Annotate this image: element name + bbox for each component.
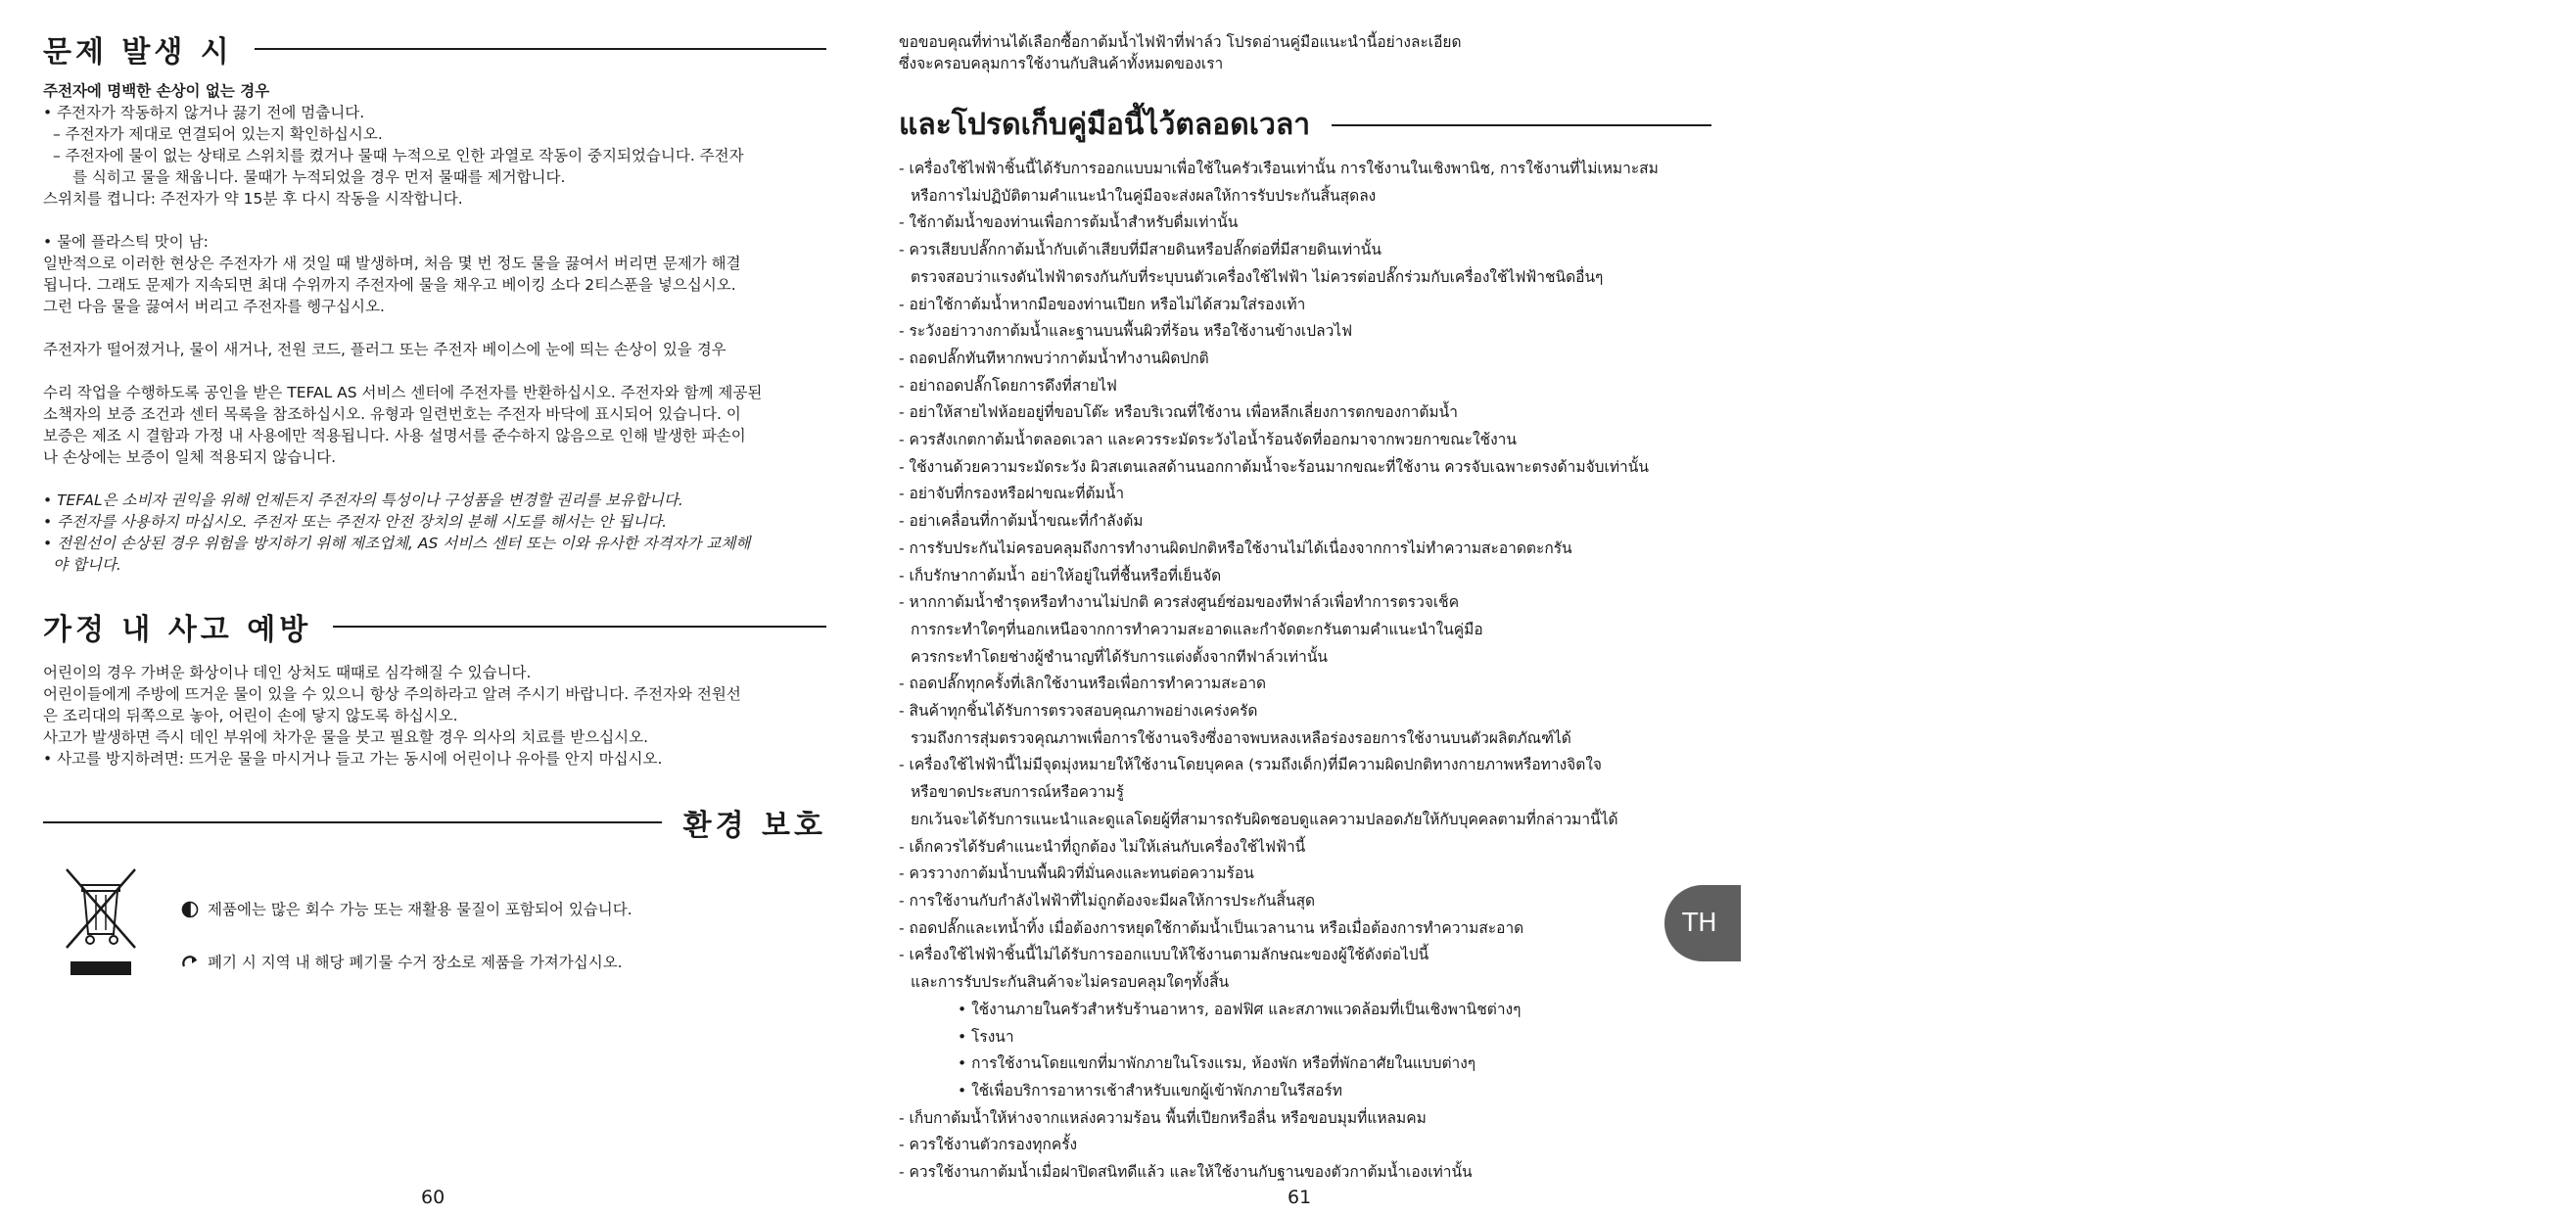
text-line: • 주전자를 사용하지 마십시오. 주전자 또는 주전자 안전 장치의 분해 시도를 해서는 안 됩니다. — [43, 513, 668, 531]
text-line: • 주전자가 작동하지 않거나 끓기 전에 멈춥니다. — [43, 104, 365, 121]
text-line: 야 합니다. — [53, 556, 121, 574]
text-line: ควรกระทำโดยช่างผู้ชำนาญที่ได้รับการแต่งตั้งจากทีฟาล์วเท่านั้น — [911, 647, 1329, 666]
text-line: ขอขอบคุณที่ท่านได้เลือกซื้อกาต้มน้ำไฟฟ้าที่ฟาล์ว โปรดอ่านคู่มือแนะนำนี้อย่างละเอียด — [899, 33, 1462, 51]
text-line: - อย่าถอดปลั๊กโดยการดึงที่สายไฟ — [899, 376, 1117, 395]
text-line: 사고가 발생하면 즉시 데인 부위에 차가운 물을 붓고 필요할 경우 의사의 치료를 받으십시오. — [43, 728, 649, 746]
text-line: - ควรใช้งานตัวกรองทุกครั้ง — [899, 1136, 1078, 1154]
subtitle-no-damage: 주전자에 명백한 손상이 없는 경우 — [43, 82, 270, 100]
text-line: 수리 작업을 수행하도록 공인을 받은 TEFAL AS 서비스 센터에 주전자를 반환하십시오. 주전자와 함께 제공된 — [43, 384, 763, 401]
text-line: หรือการไม่ปฏิบัติตามคำแนะนำในคู่มือจะส่งผลให้การรับประกันสิ้นสุดลง — [911, 186, 1377, 205]
text-line: - ระวังอย่าวางกาต้มน้ำและฐานบนพื้นผิวที่ร้อน หรือใช้งานข้างเปลวไฟ — [899, 322, 1353, 341]
header-rule — [255, 48, 826, 50]
text-line: - หากกาต้มน้ำชำรุดหรือทำงานไม่ปกติ ควรส่งศูนย์ซ่อมของทีฟาล์วเพื่อทำการตรวจเช็ค — [899, 593, 1460, 612]
text-line: 어린이들에게 주방에 뜨거운 물이 있을 수 있으니 항상 주의하라고 알려 주시기 바랍니다. 주전자와 전원선 — [43, 685, 741, 703]
text-line: 보증은 제조 시 결함과 가정 내 사용에만 적용됩니다. 사용 설명서를 준수하지 않음으로 인해 발생한 파손이 — [43, 427, 746, 444]
accident-list — [43, 662, 826, 770]
text-line: 은 조리대의 뒤쪽으로 놓아, 어린이 손에 닿지 않도록 하십시오. — [43, 707, 458, 724]
text-line: 를 식히고 물을 채웁니다. 물때가 누적되었을 경우 먼저 물때를 제거합니다. — [72, 168, 566, 186]
text-line: 소책자의 보증 조건과 센터 목록을 참조하십시오. 유형과 일련번호는 주전자 바닥에 표시되어 있습니다. 이 — [43, 405, 741, 423]
subtitle-damage: 주전자가 떨어졌거나, 물이 새거나, 전원 코드, 플러그 또는 주전자 베이스에 눈에 띄는 손상이 있을 경우 — [43, 341, 726, 358]
page-number-left: 60 — [421, 1187, 445, 1208]
header-rule — [1332, 124, 1711, 126]
text-line: • TEFAL은 소비자 권익을 위해 언제든지 주전자의 특성이나 구성품을 변경할 권리를 보유합니다. — [43, 491, 683, 509]
text-line: • 전원선이 손상된 경우 위험을 방지하기 위해 제조업체, AS 서비스 센터 또는 이와 유사한 자격자가 교체해 — [43, 535, 751, 552]
text-line: • 물에 플라스틱 맛이 남: — [43, 233, 209, 251]
text-line: - สินค้าทุกชิ้นได้รับการตรวจสอบคุณภาพอย่างเคร่งครัด — [899, 702, 1258, 721]
section-header-environment — [43, 801, 826, 844]
section-title: 가정 내 사고 예방 — [43, 613, 312, 647]
text-line: - ถอดปลั๊กและเทน้ำทิ้ง เมื่อต้องการหยุดใช้กาต้มน้ำเป็นเวลานาน หรือเมื่อต้องการทำความสะอาด — [899, 918, 1524, 937]
recycle-line — [180, 899, 632, 920]
section-title: และโปรดเก็บคู่มือนี้ไว้ตลอดเวลา — [899, 108, 1311, 142]
text-line: - ควรวางกาต้มน้ำบนพื้นผิวที่มั่นคงและทนต่อความร้อน — [899, 865, 1254, 883]
safety-list — [899, 156, 1711, 1187]
text-line: - อย่าให้สายไฟห้อยอยู่ที่ขอบโต๊ะ หรือบริเวณที่ใช้งาน เพื่อหลีกเลี่ยงการตกของกาต้มน้ำ — [899, 403, 1458, 422]
page-right — [899, 0, 1711, 1215]
text-line: - อย่าเคลื่อนที่กาต้มน้ำขณะที่กำลังต้ม — [899, 512, 1144, 531]
header-rule — [43, 821, 662, 823]
text-line: - เด็กควรได้รับคำแนะนำที่ถูกต้อง ไม่ให้เล่นกับเครื่องใช้ไฟฟ้านี้ — [899, 837, 1306, 856]
text-line: 나 손상에는 보증이 일체 적용되지 않습니다. — [43, 448, 337, 466]
text-line: ยกเว้นจะได้รับการแนะนำและดูแลโดยผู้ที่สามารถรับผิดชอบดูแลความปลอดภัยให้กับบุคคลตามที่กล่าวมานี้ได้ — [911, 810, 1618, 828]
environment-text — [180, 899, 632, 1005]
environment-block — [43, 864, 826, 1005]
text-line: - การใช้งานกับกำลังไฟฟ้าที่ไม่ถูกต้องจะมีผลให้การประกันสิ้นสุด — [899, 891, 1316, 910]
text-line: - ใช้กาต้มน้ำของท่านเพื่อการต้มน้ำสำหรับดื่มเท่านั้น — [899, 213, 1239, 232]
troubleshoot-list-b — [43, 231, 826, 317]
text-line: ซึ่งจะครอบคลุมการใช้งานกับสินค้าทั้งหมดของเรา — [899, 55, 1224, 72]
crossed-bin-icon — [57, 864, 145, 981]
text-line: – 주전자가 제대로 연결되어 있는지 확인하십시오. — [53, 125, 383, 143]
section-header-accident-prevention — [43, 605, 826, 648]
notes-list — [43, 490, 826, 576]
section-header-keep-manual — [899, 102, 1711, 148]
text-line: • การใช้งานโดยแขกที่มาพักภายในโรงแรม, ห้องพัก หรือที่พักอาศัยในแบบต่างๆ — [958, 1054, 1476, 1073]
text-line: • ใช้เพื่อบริการอาหารเช้าสำหรับแขกผู้เข้าพักภายในรีสอร์ท — [958, 1081, 1342, 1099]
text-line: ตรวจสอบว่าแรงดันไฟฟ้าตรงกันกับที่ระบุบนตัวเครื่องใช้ไฟฟ้า ไม่ควรต่อปลั๊กร่วมกับเครื่องใช้ไฟฟ้าชนิดอื่นๆ — [911, 267, 1604, 286]
text-line: • 사고를 방지하려면: 뜨거운 물을 마시거나 들고 가는 동시에 어린이나 유아를 안지 마십시오. — [43, 750, 663, 768]
text-line: • โรงนา — [958, 1027, 1014, 1046]
page-number-right: 61 — [1288, 1187, 1312, 1208]
section-header-troubleshooting — [43, 27, 826, 70]
troubleshoot-list-a — [43, 102, 826, 210]
text-line: - ควรเสียบปลั๊กกาต้มน้ำกับเต้าเสียบที่มีสายดินหรือปลั๊กต่อที่มีสายดินเท่านั้น — [899, 241, 1382, 259]
thai-intro — [899, 31, 1711, 74]
text-line: - อย่าใช้กาต้มน้ำหากมือของท่านเปียก หรือไม่ได้สวมใส่รองเท้า — [899, 295, 1306, 313]
text-line: - ถอดปลั๊กทันทีหากพบว่ากาต้มน้ำทำงานผิดปกติ — [899, 349, 1209, 367]
language-tab-th: TH — [1664, 885, 1741, 961]
text-line: - ควรสังเกตกาต้มน้ำตลอดเวลา และควรระมัดระวังไอน้ำร้อนจัดที่ออกมาจากพวยกาขณะใช้งาน — [899, 431, 1517, 449]
text-line: - ควรใช้งานกาต้มน้ำเมื่อฝาปิดสนิทดีแล้ว และให้ใช้งานกับฐานของตัวกาต้มน้ำเองเท่านั้น — [899, 1163, 1473, 1182]
text-line: - เก็บกาต้มน้ำให้ห่างจากแหล่งความร้อน พื้นที่เปียกหรือลื่น หรือขอบมุมที่แหลมคม — [899, 1108, 1427, 1127]
section-title: 문제 발생 시 — [43, 35, 233, 70]
text-line: 그런 다음 물을 끓여서 버리고 주전자를 헹구십시오. — [43, 298, 385, 315]
arrow-icon — [180, 953, 200, 972]
disposal-line — [180, 952, 632, 973]
text-line: - เครื่องใช้ไฟฟ้าชิ้นนี้ไม่ได้รับการออกแบบให้ใช้งานตามลักษณะของผู้ใช้ดังต่อไปนี้ — [899, 946, 1429, 964]
text-line: – 주전자에 물이 없는 상태로 스위치를 켰거나 물때 누적으로 인한 과열로 작동이 중지되었습니다. 주전자 — [53, 147, 744, 164]
text-line: 됩니다. 그래도 문제가 지속되면 최대 수위까지 주전자에 물을 채우고 베이킹 소다 2티스푼을 넣으십시오. — [43, 276, 736, 294]
page-left — [43, 0, 826, 1215]
text-line: - การรับประกันไม่ครอบคลุมถึงการทำงานผิดปกติหรือใช้งานไม่ได้เนื่องจากการไม่ทำความสะอาดตะกรัน — [899, 538, 1572, 557]
recycle-icon — [180, 900, 200, 919]
text-line: - เครื่องใช้ไฟฟ้าชิ้นนี้ได้รับการออกแบบมาเพื่อใช้ในครัวเรือนเท่านั้น การใช้งานในเชิงพานิช, การใช้งานที่ไม่เหมาะสม — [899, 160, 1659, 177]
recycle-text: 제품에는 많은 회수 가능 또는 재활용 물질이 포함되어 있습니다. — [208, 901, 632, 918]
text-line: หรือขาดประสบการณ์หรือความรู้ — [911, 783, 1124, 802]
text-line: 일반적으로 이러한 현상은 주전자가 새 것일 때 발생하며, 처음 몇 번 정도 물을 끓여서 버리면 문제가 해결 — [43, 255, 741, 272]
text-line: รวมถึงการสุ่มตรวจคุณภาพเพื่อการใช้งานจริงซึ่งอาจพบหลงเหลือร่องรอยการใช้งานบนตัวผลิตภัณฑ์ได้ — [911, 728, 1571, 747]
text-line: - ใช้งานด้วยความระมัดระวัง ผิวสเตนเลสด้านนอกกาต้มน้ำจะร้อนมากขณะที่ใช้งาน ควรจับเฉพาะตรงด้ามจับเท่านั้น — [899, 457, 1649, 476]
warranty-paragraph — [43, 382, 826, 468]
text-line: - เครื่องใช้ไฟฟ้านี้ไม่มีจุดมุ่งหมายให้ใช้งานโดยบุคคล (รวมถึงเด็ก)ที่มีความผิดปกติทางกายภาพหรือทางจิตใจ — [899, 756, 1602, 774]
text-line: และการรับประกันสินค้าจะไม่ครอบคลุมใดๆทั้งสิ้น — [911, 973, 1230, 992]
header-rule — [333, 626, 826, 628]
text-line: - อย่าจับที่กรองหรือฝาขณะที่ต้มน้ำ — [899, 485, 1125, 503]
disposal-text: 폐기 시 지역 내 해당 폐기물 수거 장소로 제품을 가져가십시오. — [208, 954, 623, 971]
text-line: - ถอดปลั๊กทุกครั้งที่เลิกใช้งานหรือเพื่อการทำความสะอาด — [899, 675, 1267, 693]
text-line: การกระทำใดๆที่นอกเหนือจากการทำความสะอาดและกำจัดตะกรันตามคำแนะนำในคู่มือ — [911, 620, 1483, 638]
text-line: 스위치를 켭니다: 주전자가 약 15분 후 다시 작동을 시작합니다. — [43, 190, 463, 208]
text-line: 어린이의 경우 가벼운 화상이나 데인 상처도 때때로 심각해질 수 있습니다. — [43, 664, 532, 681]
section-title: 환경 보호 — [682, 809, 826, 843]
text-line: • ใช้งานภายในครัวสำหรับร้านอาหาร, ออฟฟิศ และสภาพแวดล้อมที่เป็นเชิงพานิชต่างๆ — [958, 1000, 1522, 1018]
text-line: - เก็บรักษากาต้มน้ำ อย่าให้อยู่ในที่ชื้นหรือที่เย็นจัด — [899, 566, 1222, 584]
